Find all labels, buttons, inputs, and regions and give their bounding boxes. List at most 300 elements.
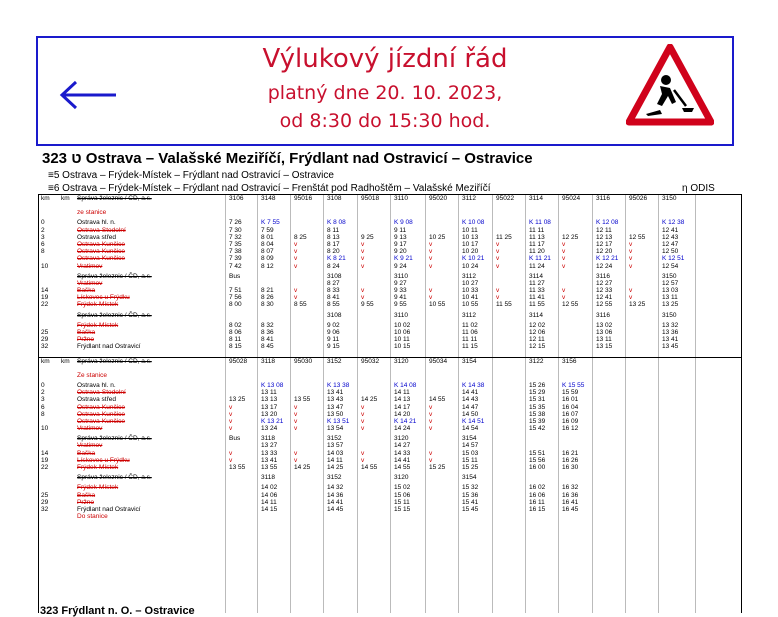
table-cell: 11 15 — [462, 343, 478, 351]
table-cell: v — [294, 410, 298, 418]
table-cell: K 13 21 — [261, 417, 284, 425]
table-cell: 9 15 — [327, 343, 340, 351]
table-cell: 29 — [41, 498, 49, 506]
table-cell: 12 55 — [629, 233, 646, 241]
station-name: Ostrava-Kunčice — [77, 248, 126, 256]
table-cell: 13 57 — [327, 442, 344, 450]
table-cell: 9 17 — [394, 240, 407, 248]
table-cell: 13 13 — [261, 396, 278, 404]
table-cell: 13 11 — [662, 294, 678, 302]
table-cell: 14 32 — [327, 484, 344, 492]
station-name: Ostrava hl. n. — [77, 219, 116, 227]
table-row — [39, 280, 741, 287]
table-cell: v — [429, 287, 433, 295]
closure-banner — [36, 36, 734, 146]
table-cell: km — [61, 195, 70, 202]
table-cell: K 15 55 — [562, 381, 585, 389]
table-cell: 13 43 — [327, 396, 344, 404]
table-row — [39, 227, 741, 234]
table-cell: 15 41 — [462, 498, 479, 506]
table-cell: v — [294, 449, 298, 457]
table-cell: 14 11 — [327, 456, 343, 464]
table-cell: 16 11 — [529, 498, 545, 506]
table-cell: 13 27 — [261, 442, 278, 450]
table-cell: v — [229, 449, 233, 457]
table-cell: 11 06 — [462, 329, 478, 336]
station-name: Ostrava-Kunčice — [77, 240, 126, 248]
station-name: Baška — [77, 491, 96, 499]
table-row — [39, 336, 741, 343]
table-cell: 14 57 — [462, 442, 479, 450]
table-cell: 13 11 — [596, 336, 612, 344]
table-cell: v — [361, 449, 365, 457]
table-cell: v — [361, 417, 365, 425]
table-row — [39, 506, 741, 513]
table-cell: 8 41 — [327, 294, 340, 302]
table-cell: K 13 38 — [327, 381, 350, 389]
table-cell: 6 — [41, 403, 45, 411]
table-cell: 3156 — [562, 357, 577, 365]
table-cell: 3150 — [662, 195, 677, 202]
table-cell: 13 55 — [261, 464, 278, 471]
table-cell: 7 56 — [229, 294, 242, 302]
table-row — [39, 404, 741, 411]
table-cell: K 11 21 — [529, 255, 551, 263]
table-cell: 3112 — [462, 195, 476, 202]
table-cell: 15 45 — [462, 505, 479, 513]
table-cell: 3110 — [394, 272, 408, 280]
table-cell: 10 11 — [462, 226, 478, 234]
table-cell: K 8 08 — [327, 219, 346, 227]
banner-valid-date: platný dne 20. 10. 2023, — [267, 82, 503, 104]
table-cell: 10 — [41, 262, 49, 270]
table-cell: 14 41 — [327, 498, 344, 506]
table-cell: 7 51 — [229, 287, 242, 295]
table-row — [39, 248, 741, 255]
table-cell: 12 33 — [596, 287, 613, 295]
table-cell: 14 55 — [361, 464, 378, 471]
table-cell: 8 04 — [261, 240, 274, 248]
table-cell: 13 41 — [662, 336, 679, 344]
table-cell: 12 15 — [529, 343, 546, 351]
table-cell: K 9 08 — [394, 219, 413, 227]
table-cell: 3112 — [462, 311, 476, 319]
table-cell: 95024 — [562, 195, 581, 202]
table-cell: 14 27 — [394, 442, 411, 450]
table-cell: 11 25 — [496, 233, 512, 241]
table-cell: v — [229, 410, 233, 418]
table-cell: 8 — [41, 410, 45, 418]
table-cell: 12 54 — [662, 262, 679, 270]
table-cell: 14 15 — [261, 505, 278, 513]
table-cell: 11 24 — [529, 262, 545, 270]
table-cell: 8 45 — [261, 343, 274, 351]
table-cell: 16 02 — [529, 484, 546, 492]
table-cell: 13 47 — [327, 403, 344, 411]
table-row — [39, 396, 741, 403]
table-cell: 10 13 — [462, 233, 479, 241]
table-cell: 16 01 — [562, 396, 579, 404]
table-cell: 12 02 — [529, 321, 546, 329]
station-name: Frýdek-Místek — [77, 301, 119, 309]
table-cell: 11 20 — [529, 248, 545, 256]
table-cell: 16 00 — [529, 464, 546, 471]
table-cell: 10 11 — [394, 336, 410, 344]
table-cell: 14 17 — [394, 403, 411, 411]
table-cell: 3118 — [261, 474, 275, 482]
table-cell: 10 27 — [462, 279, 479, 287]
table-cell: K 13 51 — [327, 417, 350, 425]
table-cell: 16 32 — [562, 484, 579, 492]
table-cell: v — [629, 248, 633, 256]
table-cell: 14 55 — [394, 464, 411, 471]
table-cell: 10 15 — [394, 343, 411, 351]
table-cell: 95018 — [361, 195, 380, 202]
table-cell: 3116 — [596, 311, 610, 319]
table-cell: 12 57 — [662, 279, 679, 287]
station-name: Frýdek-Místek — [77, 484, 119, 492]
station-name: Frýdek-Místek — [77, 321, 119, 329]
table-cell: 13 02 — [596, 321, 613, 329]
table-cell: 13 55 — [229, 464, 246, 471]
table-cell: K 14 38 — [462, 381, 485, 389]
table-cell: 13 36 — [662, 329, 679, 336]
table-cell: v — [496, 240, 500, 248]
table-cell: 7 30 — [229, 226, 242, 234]
table-cell: v — [361, 255, 365, 263]
table-cell: 12 13 — [596, 233, 613, 241]
table-cell: 15 39 — [529, 417, 546, 425]
table-cell: 15 25 — [462, 464, 479, 471]
table-cell: 14 13 — [394, 396, 411, 404]
table-cell: 8 07 — [261, 248, 274, 256]
table-cell: K 10 08 — [462, 219, 485, 227]
table-row — [39, 287, 741, 294]
station-name: Správa železnic / ČD, a.s. — [77, 474, 152, 482]
table-cell: km — [61, 357, 70, 365]
table-cell: 7 42 — [229, 262, 242, 270]
table-cell: 14 — [41, 287, 49, 295]
table-cell: 3108 — [327, 195, 342, 202]
table-row — [39, 450, 741, 457]
table-cell: 14 41 — [462, 389, 479, 397]
station-name: Pržno — [77, 336, 94, 344]
table-cell: K 12 38 — [662, 219, 685, 227]
table-cell: v — [429, 403, 433, 411]
table-cell: 15 26 — [529, 381, 546, 389]
table-cell: K 13 08 — [261, 381, 284, 389]
table-cell: 8 02 — [229, 321, 242, 329]
route-heading: ט 323 Ostrava – Valašské Meziříčí, Frýdlant nad Ostravicí – Ostravice — [42, 150, 533, 167]
table-cell: v — [294, 456, 298, 464]
table-cell: 15 32 — [462, 484, 479, 492]
station-name: Vratimov — [77, 262, 103, 270]
table-row — [39, 513, 741, 520]
table-cell: 2 — [41, 226, 45, 234]
table-cell: 9 41 — [394, 294, 407, 302]
table-cell: v — [294, 287, 298, 295]
table-cell: v — [361, 248, 365, 256]
station-name: Pržno — [77, 498, 94, 506]
table-cell: 32 — [41, 505, 49, 513]
table-row — [39, 474, 741, 481]
table-cell: v — [361, 262, 365, 270]
table-cell: 15 38 — [529, 410, 546, 418]
table-cell: 10 20 — [462, 248, 479, 256]
table-cell: 12 27 — [596, 279, 613, 287]
table-cell: 3154 — [462, 474, 477, 482]
table-cell: v — [294, 240, 298, 248]
table-cell: 15 02 — [394, 484, 411, 492]
table-row — [39, 389, 741, 396]
table-cell: 8 06 — [229, 329, 242, 336]
table-row — [39, 234, 741, 241]
table-cell: 14 25 — [327, 464, 344, 471]
table-cell: 13 54 — [327, 425, 344, 433]
table-cell: 3152 — [327, 357, 342, 365]
table-cell: v — [562, 262, 566, 270]
table-row — [39, 241, 741, 248]
table-cell: 3116 — [596, 272, 610, 280]
table-cell: 3120 — [394, 357, 409, 365]
table-cell: 19 — [41, 294, 49, 302]
table-cell: K 8 21 — [327, 255, 346, 263]
table-cell: 7 38 — [229, 248, 242, 256]
table-cell: 3122 — [529, 357, 544, 365]
table-cell: 8 21 — [261, 287, 274, 295]
table-row — [39, 499, 741, 506]
table-cell: 12 41 — [596, 294, 613, 302]
table-cell: 8 17 — [327, 240, 340, 248]
table-cell: 3 — [41, 396, 45, 404]
table-cell: 13 25 — [662, 301, 679, 309]
station-name: Ostrava hl. n. — [77, 381, 116, 389]
table-cell: v — [562, 255, 566, 263]
station-name: Baška — [77, 287, 96, 295]
table-cell: K 12 21 — [596, 255, 619, 263]
table-cell: K 12 08 — [596, 219, 619, 227]
station-name: Ostrava-Stodolní — [77, 389, 126, 397]
table-row — [39, 372, 741, 379]
table-cell: 13 50 — [327, 410, 344, 418]
table-row — [39, 484, 741, 491]
table-cell: 16 09 — [562, 417, 579, 425]
table-cell: 15 42 — [529, 425, 546, 433]
table-cell: 11 11 — [462, 336, 478, 344]
station-name: Lískovec u Frýdku — [77, 456, 130, 464]
table-cell: 11 27 — [529, 279, 545, 287]
table-cell: 10 06 — [394, 329, 411, 336]
table-cell: 14 36 — [327, 491, 344, 499]
table-cell: 16 06 — [529, 491, 546, 499]
table-cell: 9 24 — [394, 262, 407, 270]
table-cell: 15 11 — [462, 456, 478, 464]
table-cell: v — [229, 417, 233, 425]
table-cell: 3106 — [229, 195, 244, 202]
table-cell: 10 25 — [429, 233, 446, 241]
table-cell: v — [361, 425, 365, 433]
table-cell: 8 01 — [261, 233, 274, 241]
table-cell: 7 39 — [229, 255, 242, 263]
table-cell: 95020 — [429, 195, 448, 202]
timetable — [38, 194, 742, 613]
table-cell: 12 25 — [562, 233, 579, 241]
table-cell: v — [361, 287, 365, 295]
table-cell: 13 25 — [229, 396, 246, 404]
table-cell: 11 41 — [529, 294, 545, 302]
table-cell: 11 11 — [529, 226, 545, 234]
table-cell: v — [294, 425, 298, 433]
table-cell: v — [429, 294, 433, 302]
table-cell: 14 06 — [261, 491, 278, 499]
table-cell: 10 17 — [462, 240, 479, 248]
next-route-heading: 323 Frýdlant n. O. – Ostravice — [40, 605, 195, 617]
table-cell: 8 55 — [294, 301, 307, 309]
table-cell: 9 55 — [361, 301, 374, 309]
table-cell: 9 25 — [361, 233, 374, 241]
table-cell: 3116 — [596, 195, 610, 202]
table-cell: 95032 — [361, 357, 380, 365]
table-cell: 22 — [41, 464, 49, 471]
table-cell: 14 54 — [462, 425, 479, 433]
table-cell: 16 04 — [562, 403, 579, 411]
table-cell: 15 36 — [462, 491, 479, 499]
table-cell: 15 59 — [562, 389, 579, 397]
table-cell: 95030 — [294, 357, 313, 365]
table-cell: 16 15 — [529, 505, 546, 513]
table-cell: 3108 — [327, 272, 342, 280]
table-cell: 8 — [41, 248, 45, 256]
table-cell: 15 29 — [529, 389, 546, 397]
table-cell: 22 — [41, 301, 49, 309]
route-variant-6: ≡6 Ostrava – Frýdek-Místek – Frýdlant nad Ostravicí – Frenštát pod Radhoštěm – Valašské Meziříčí — [48, 183, 491, 194]
table-cell: 16 36 — [562, 491, 579, 499]
table-cell: 12 11 — [596, 226, 612, 234]
table-cell: 14 41 — [394, 456, 411, 464]
table-cell: 8 20 — [327, 248, 340, 256]
table-cell: 12 55 — [562, 301, 579, 309]
table-cell: 13 25 — [629, 301, 646, 309]
station-name: Lískovec u Frýdku — [77, 294, 130, 302]
table-cell: 13 03 — [662, 287, 679, 295]
table-cell: 25 — [41, 491, 49, 499]
table-cell: 14 02 — [261, 484, 278, 492]
table-cell: v — [294, 294, 298, 302]
table-row — [39, 312, 741, 319]
table-cell: 7 26 — [229, 219, 242, 227]
table-cell: 3150 — [662, 272, 677, 280]
table-cell: 13 32 — [662, 321, 679, 329]
table-cell: 11 17 — [529, 240, 545, 248]
table-cell: v — [294, 255, 298, 263]
table-cell: 10 24 — [462, 262, 479, 270]
table-cell: 9 11 — [327, 336, 340, 344]
station-name: ze stanice — [77, 209, 107, 217]
station-name: Frýdek-Místek — [77, 464, 119, 471]
table-cell: 3152 — [327, 474, 342, 482]
table-cell: 8 12 — [261, 262, 274, 270]
banner-title: Výlukový jízdní řád — [262, 44, 508, 74]
table-row — [39, 219, 741, 226]
table-cell: 8 13 — [327, 233, 340, 241]
table-cell: K 7 55 — [261, 219, 280, 227]
table-cell: 14 25 — [294, 464, 311, 471]
table-cell: 14 20 — [394, 410, 411, 418]
table-cell: v — [562, 248, 566, 256]
table-cell: 14 11 — [261, 498, 277, 506]
table-cell: 0 — [41, 219, 45, 227]
table-cell: 9 06 — [327, 329, 340, 336]
table-row — [39, 301, 741, 308]
table-row — [39, 425, 741, 432]
table-cell: 7 59 — [261, 226, 274, 234]
table-cell: 16 12 — [562, 425, 579, 433]
table-cell: 8 09 — [261, 255, 274, 263]
table-cell: 12 20 — [596, 248, 613, 256]
table-cell: v — [629, 240, 633, 248]
table-cell: 13 33 — [261, 449, 278, 457]
table-cell: v — [229, 456, 233, 464]
table-cell: 16 21 — [562, 449, 579, 457]
table-cell: 8 32 — [261, 321, 274, 329]
table-cell: v — [294, 248, 298, 256]
table-cell: 15 03 — [462, 449, 479, 457]
table-cell: 25 — [41, 329, 49, 336]
station-name: Správa železnic / ČD, a.s. — [77, 272, 152, 280]
table-cell: 3148 — [261, 195, 276, 202]
table-cell: 9 02 — [327, 321, 340, 329]
table-cell: 12 17 — [596, 240, 613, 248]
table-cell: 8 26 — [261, 294, 274, 302]
table-cell: 3154 — [462, 435, 477, 443]
table-cell: 11 02 — [462, 321, 478, 329]
table-cell: Bus — [229, 435, 241, 443]
table-cell: v — [629, 294, 633, 302]
table-cell: 13 24 — [261, 425, 278, 433]
station-name: Frýdlant nad Ostravicí — [77, 343, 141, 351]
table-cell: v — [496, 262, 500, 270]
station-name: Vratimov — [77, 425, 103, 433]
table-cell: K 14 08 — [394, 381, 417, 389]
table-cell: 11 55 — [529, 301, 545, 309]
table-cell: v — [496, 287, 500, 295]
table-cell: 12 24 — [596, 262, 613, 270]
table-cell: v — [562, 294, 566, 302]
table-cell: v — [496, 248, 500, 256]
station-name: Vratimov — [77, 279, 103, 287]
table-cell: v — [429, 425, 433, 433]
banner-time-range: od 8:30 do 15:30 hod. — [279, 110, 491, 132]
table-cell: 8 55 — [327, 301, 340, 309]
table-cell: v — [629, 287, 633, 295]
table-cell: 3150 — [662, 311, 677, 319]
table-cell: 9 55 — [394, 301, 407, 309]
station-name: Ze stanice — [77, 371, 107, 379]
table-cell: 9 20 — [394, 248, 407, 256]
table-cell: 14 55 — [429, 396, 446, 404]
table-cell: K 10 21 — [462, 255, 485, 263]
station-name: Správa železnic / ČD, a.s. — [77, 357, 152, 365]
table-cell: 3118 — [261, 435, 275, 443]
table-cell: 15 31 — [529, 396, 546, 404]
table-cell: K 9 21 — [394, 255, 413, 263]
table-row — [39, 209, 741, 216]
table-cell: 13 41 — [327, 389, 344, 397]
table-cell: 3152 — [327, 435, 342, 443]
table-cell: v — [294, 262, 298, 270]
station-name: Ostrava-Kunčice — [77, 417, 126, 425]
table-header-row — [39, 357, 741, 365]
